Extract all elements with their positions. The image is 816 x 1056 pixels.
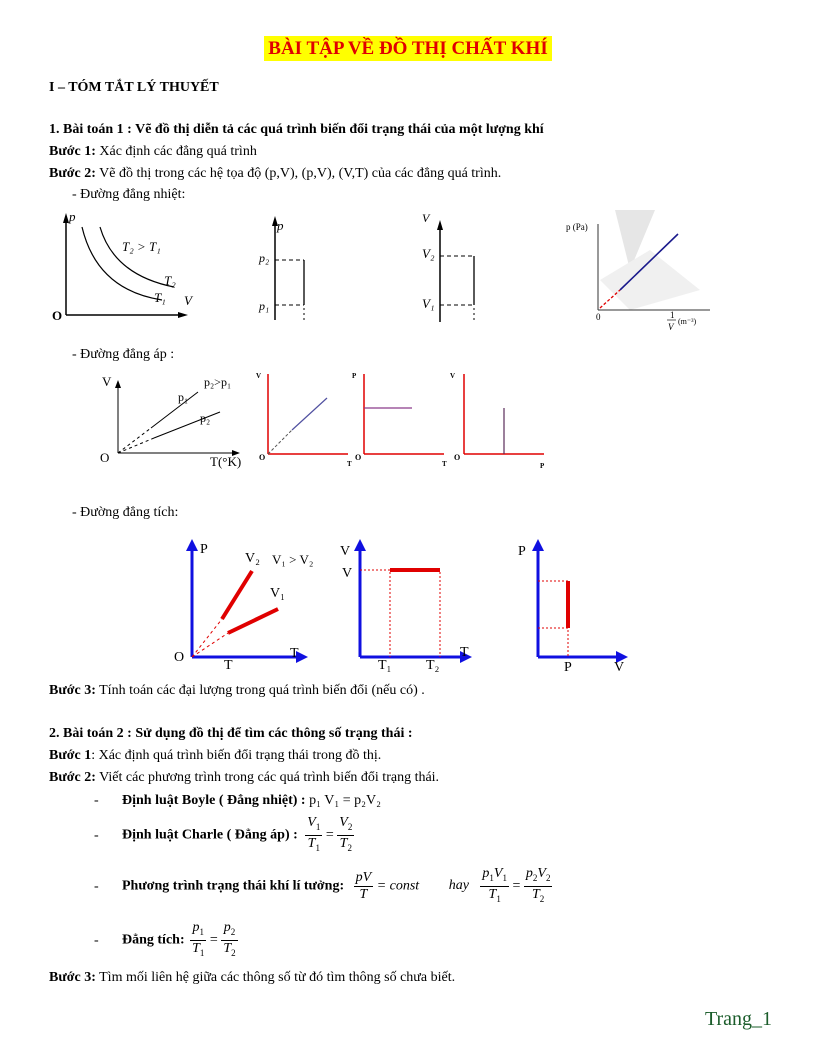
v-tick-label: V xyxy=(342,566,353,581)
p-tick-label: P xyxy=(564,660,572,675)
problem1-step2: Bước 2: Vẽ đồ thị trong các hệ tọa độ (p,V), (p,V), (V,T) của các đẳng quá trình. xyxy=(49,166,502,181)
isobaric-vt-red-graph xyxy=(252,368,352,473)
p1-label: p₁ xyxy=(178,390,189,404)
isochoric-vt-graph xyxy=(340,537,480,672)
boyle-law: - Định luật Boyle ( Đẳng nhiệt) : p₁ V₁ = p₂V₂ xyxy=(94,793,381,808)
origin-label: O xyxy=(355,453,362,462)
axis-v-label: V xyxy=(450,372,456,380)
axis-v-label: V xyxy=(102,374,112,389)
isothermal-label: - Đường đẳng nhiệt: xyxy=(72,187,186,202)
problem2-step3: Bước 3: Tìm mối liên hệ giữa các thông số từ đó tìm thông số chưa biết. xyxy=(49,970,456,985)
pressure-relation: p₂>p₁ xyxy=(204,375,232,389)
curve-t2-label: T₂ xyxy=(164,273,176,288)
ideal-gas-equation: - Phương trình trạng thái khí lí tưởng: $\frac{pV}{T}$ = const hay $\frac{p_1V_1}{T_1}$ = $\frac{p_2V_2}{T_2}$ xyxy=(94,866,551,904)
axis-unit: (m⁻³) xyxy=(678,317,697,326)
isothermal-vt-graph xyxy=(420,210,510,325)
origin-label: O xyxy=(52,308,63,323)
section-heading: I – TÓM TẮT LÝ THUYẾT xyxy=(49,80,219,95)
v2-label: V₂ xyxy=(422,246,435,261)
axis-p-label: P xyxy=(540,462,545,470)
isobaric-vt-graph xyxy=(96,370,256,470)
axis-p-label: p xyxy=(69,209,76,224)
p2-label: p₂ xyxy=(259,251,270,265)
frac-den: V xyxy=(668,322,674,332)
v1-label: V₁ xyxy=(422,296,435,311)
page-number: Trang_1 xyxy=(704,1008,772,1030)
isochoric-law: - Đẳng tích: $\frac{p_1}{T_1}$ = $\frac{p_2}{T_2}$ xyxy=(94,920,236,958)
axis-t-label: T xyxy=(347,460,352,468)
axis-v-label: V xyxy=(614,660,625,675)
axis-p-label: p (Pa) xyxy=(566,222,588,232)
axis-v-label: V xyxy=(184,293,192,308)
t2-label: T₂ xyxy=(426,658,440,673)
axis-v-label: V xyxy=(422,211,430,225)
axis-t-label: T xyxy=(460,645,469,660)
axis-v-label: V xyxy=(340,544,351,559)
t-label: T xyxy=(224,658,233,673)
isochoric-pv-graph xyxy=(510,537,640,675)
axis-p-label: P xyxy=(352,372,357,380)
isothermal-pt-graph xyxy=(255,210,325,325)
page-title: BÀI TẬP VỀ ĐỒ THỊ CHẤT KHÍ xyxy=(0,38,816,60)
problem2-heading: 2. Bài toán 2 : Sử dụng đồ thị để tìm các thông số trạng thái : xyxy=(49,726,413,741)
p1-label: p₁ xyxy=(259,299,270,313)
axis-p-label: P xyxy=(200,542,208,557)
origin-label: O xyxy=(259,453,266,462)
p2-label: p₂ xyxy=(200,411,211,425)
v2-label: V₂ xyxy=(245,551,260,566)
origin-label: O xyxy=(454,453,461,462)
origin-label: 0 xyxy=(596,312,601,322)
isochoric-label: - Đường đẳng tích: xyxy=(72,505,179,520)
axis-t-label: T(°K) xyxy=(210,454,242,469)
charle-law: - Định luật Charle ( Đẳng áp) : $\frac{V_1}{T_1}$ = $\frac{V_2}{T_2}$ xyxy=(94,815,353,853)
axis-p-label: P xyxy=(518,544,526,559)
origin-label: O xyxy=(174,650,185,665)
axis-p-label: p xyxy=(277,218,284,233)
isothermal-p-inverse-v-graph xyxy=(560,210,720,335)
isobaric-pt-graph xyxy=(352,368,452,473)
problem1-step1: Bước 1: Xác định các đẳng quá trình xyxy=(49,144,257,159)
axis-t-label: T xyxy=(442,460,447,468)
t1-label: T₁ xyxy=(378,658,392,673)
volume-relation: V₁ > V₂ xyxy=(272,552,314,567)
curve-t1-label: T₁ xyxy=(154,290,166,305)
frac-num: 1 xyxy=(670,310,675,320)
v1-label: V₁ xyxy=(270,586,285,601)
problem2-step1: Bước 1: Xác định quá trình biến đổi trạng thái trong đồ thị. xyxy=(49,748,382,763)
axis-v-label: V xyxy=(256,372,262,380)
axis-t-label: T xyxy=(290,646,299,661)
isobaric-label: - Đường đẳng áp : xyxy=(72,347,175,362)
isochoric-pt-graph xyxy=(170,537,320,672)
problem1-step3: Bước 3: Tính toán các đại lượng trong quá trình biến đổi (nếu có) . xyxy=(49,683,425,698)
isothermal-pv-graph xyxy=(52,205,202,325)
isobaric-vp-graph xyxy=(448,368,558,473)
origin-label: O xyxy=(100,450,110,465)
problem2-step2: Bước 2: Viết các phương trình trong các quá trình biến đổi trạng thái. xyxy=(49,770,440,785)
temp-relation: T₂ > T₁ xyxy=(122,239,161,254)
problem1-heading: 1. Bài toán 1 : Vẽ đồ thị diễn tả các quá trình biến đổi trạng thái của một lượng khí xyxy=(49,122,544,137)
